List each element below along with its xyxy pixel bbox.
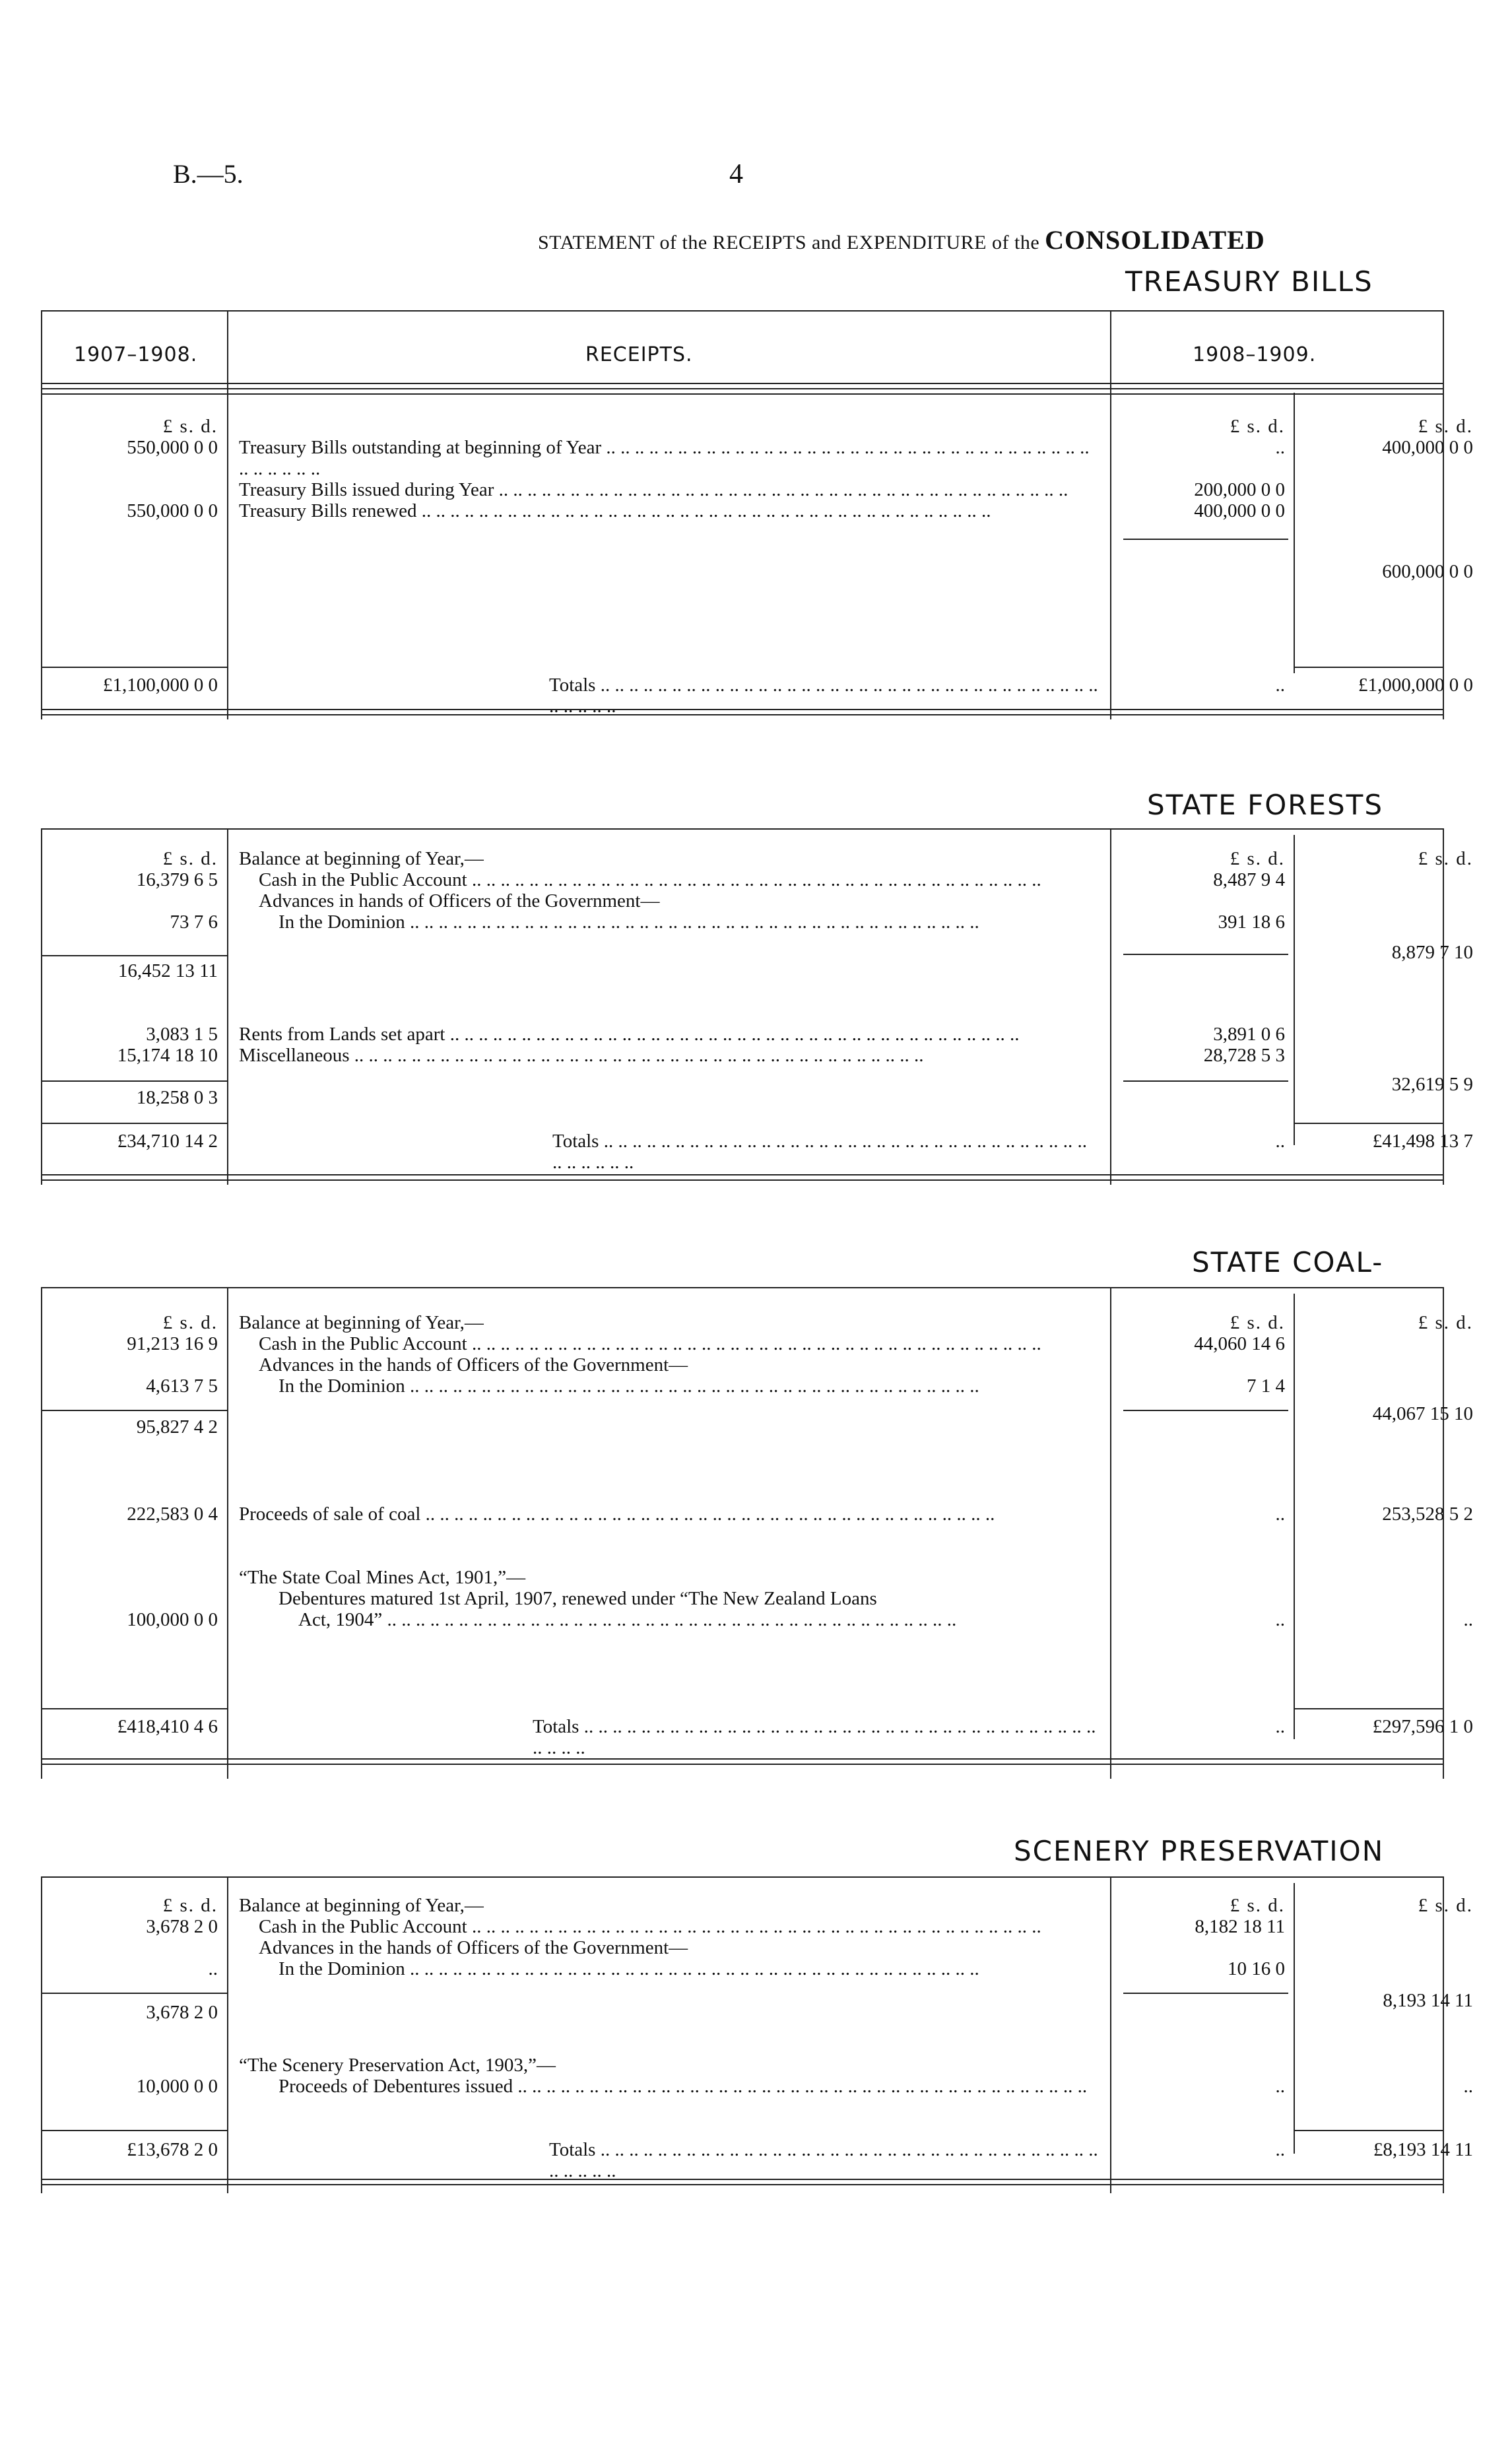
- table-row: 10,000 0 0 Proceeds of Debentures issued .. .. .. .. .. .. .. .. .. .. .. .. .. .. .. .. .. .. .. .. .. .. .. .. .. .. .. .. .. .. .. .. .. .. .. .. .. .. .. .. .. ..: [136, 2076, 1473, 2097]
- table-row: Treasury Bills issued during Year .. .. .. .. .. .. .. .. .. .. .. .. .. .. .. .. .. .. .. .. .. .. .. .. .. .. .. .. .. .. .. .. .. .. .. .. .. .. .. .. 200,000 0 0: [239, 479, 1285, 500]
- col-header-receipts: RECEIPTS.: [585, 343, 693, 366]
- table-row: Advances in hands of Officers of the Government—: [259, 890, 660, 911]
- table-row: £ s. d. Balance at beginning of Year,— £ s. d. £ s. d.: [162, 848, 1473, 869]
- table-row: 3,678 2 0 Cash in the Public Account .. .. .. .. .. .. .. .. .. .. .. .. .. .. .. .. .. .. .. .. .. .. .. .. .. .. .. .. .. .. .. .. .. .. .. .. .. .. .. .. 8,182 18 11: [146, 1916, 1285, 1937]
- section-title-state-coal: STATE COAL-: [1192, 1246, 1384, 1278]
- table-row: 16,452 13 11: [117, 960, 218, 981]
- table-row: £ s. d. Balance at beginning of Year,— £ s. d. £ s. d.: [162, 1895, 1473, 1916]
- statement-title: [538, 224, 1265, 255]
- table-row: “The Scenery Preservation Act, 1903,”—: [239, 2055, 556, 2076]
- statement-prefix: STATEMENT of the RECEIPTS and EXPENDITURE of the: [538, 232, 1040, 253]
- col-header-1907: 1907–1908.: [74, 343, 198, 366]
- section-title-scenery-preservation: SCENERY PRESERVATION: [1014, 1835, 1385, 1867]
- col-header-1908: 1908–1909.: [1193, 343, 1317, 366]
- totals-row: £418,410 4 6 Totals .. .. .. .. .. .. .. .. .. .. .. .. .. .. .. .. .. .. .. .. .. .. .. .. .. .. .. .. .. .. .. .. .. .. .. .. .. .. .. .. .. £297,596 1 0: [117, 1716, 1473, 1758]
- totals-row: £1,100,000 0 0 Totals .. .. .. .. .. .. .. .. .. .. .. .. .. .. .. .. .. .. .. .. .. .. .. .. .. .. .. .. .. .. .. .. .. .. .. .. .. .. .. .. .. £1,000,000 0 0: [103, 675, 1473, 717]
- unit-col-c: £ s. d.: [1230, 416, 1285, 437]
- table-row: 3,083 1 5 Rents from Lands set apart .. .. .. .. .. .. .. .. .. .. .. .. .. .. .. .. .. .. .. .. .. .. .. .. .. .. .. .. .. .. .. .. .. .. .. .. .. .. .. .. 3,891 0 6: [146, 1024, 1285, 1045]
- table-row: 3,678 2 0: [146, 2002, 218, 2023]
- table-row: .. In the Dominion .. .. .. .. .. .. .. .. .. .. .. .. .. .. .. .. .. .. .. .. .. .. .. .. .. .. .. .. .. .. .. .. .. .. .. .. .. .. .. .. 10 16 0: [208, 1958, 1285, 1979]
- statement-bold: CONSOLIDATED: [1045, 225, 1265, 255]
- table-row: £ s. d. Balance at beginning of Year,— £ s. d. £ s. d.: [162, 1312, 1473, 1333]
- table-row: 600,000 0 0: [1382, 561, 1473, 582]
- page-reference: B.—5.: [173, 159, 244, 189]
- table-row: 91,213 16 9 Cash in the Public Account .. .. .. .. .. .. .. .. .. .. .. .. .. .. .. .. .. .. .. .. .. .. .. .. .. .. .. .. .. .. .. .. .. .. .. .. .. .. .. .. 44,060 14 6: [127, 1333, 1285, 1354]
- state-forests-table: £ s. d. Balance at beginning of Year,— £ s. d. £ s. d. 16,379 6 5 Cash in the Public Account .. .. .. .. .. .. .. .. .. .. .. .. .. .. .. .. .. .. .. .. .. .. .. .. .. .. .. .. .. .. .. .. .. .. .. .. .. .. .. .. 8,487 9 4 Advances in hands of Officers of the Government— 73 7 6 In the Dominion .. .. .. .. .. .. .. .. .. .. .. .. .. .. .. .. .. .. .. .. .. .. .. .. .. .. .. .. .. .. .. .. .. .. .. .. .. .. .. .. 391 18 6 8,879 7 10 16,452 13 11 3,083 1 5 Rents from Lands set apart .. .. .. .. .. .. .. .. .. .. .. .. .. .. .. .. .. .. .. .. .. .. .. .. .. .. .. .. .. .. .. .. .. .. .. .. .. .. .. .. 3,891 0 6 15,174 18 10 Miscellaneous .. .. .. .. .. .. .. .. .. .. .. .. .. .. .. .. .. .. .. .. .. .. .. .. .. .. .. .. .. .. .. .. .. .. .. .. .. .. .. .. 28,728 5 3 32,619 5 9 18,258 0 3 £34,710 14 2 Totals .. .. .. .. .. .. .. .. .. .. .. .. .. .. .. .. .. .. .. .. .. .. .. .. .. .. .. .. .. .. .. .. .. .. .. .. .. .. .. .. .. £41,498 13 7: [41, 828, 1444, 1185]
- table-row: 4,613 7 5 In the Dominion .. .. .. .. .. .. .. .. .. .. .. .. .. .. .. .. .. .. .. .. .. .. .. .. .. .. .. .. .. .. .. .. .. .. .. .. .. .. .. .. 7 1 4: [146, 1375, 1285, 1397]
- table-row: 550,000 0 0 Treasury Bills renewed .. .. .. .. .. .. .. .. .. .. .. .. .. .. .. .. .. .. .. .. .. .. .. .. .. .. .. .. .. .. .. .. .. .. .. .. .. .. .. .. 400,000 0 0: [127, 500, 1285, 521]
- table-row: 73 7 6 In the Dominion .. .. .. .. .. .. .. .. .. .. .. .. .. .. .. .. .. .. .. .. .. .. .. .. .. .. .. .. .. .. .. .. .. .. .. .. .. .. .. .. 391 18 6: [170, 911, 1285, 933]
- table-row: 18,258 0 3: [136, 1087, 218, 1108]
- treasury-bills-table: [41, 310, 1473, 719]
- table-row: 100,000 0 0 Act, 1904” .. .. .. .. .. .. .. .. .. .. .. .. .. .. .. .. .. .. .. .. .. .. .. .. .. .. .. .. .. .. .. .. .. .. .. .. .. .. .. .. .. ..: [127, 1609, 1473, 1630]
- table-row: Advances in the hands of Officers of the Government—: [259, 1354, 688, 1375]
- table-row: 95,827 4 2: [136, 1416, 218, 1438]
- table-row: 222,583 0 4 Proceeds of sale of coal .. .. .. .. .. .. .. .. .. .. .. .. .. .. .. .. .. .. .. .. .. .. .. .. .. .. .. .. .. .. .. .. .. .. .. .. .. .. .. .. .. 253,528 5 2: [127, 1504, 1473, 1525]
- table-row: 550,000 0 0 Treasury Bills outstanding at beginning of Year .. .. .. .. .. .. .. .. .. .. .. .. .. .. .. .. .. .. .. .. .. .. .. .. .. .. .. .. .. .. .. .. .. .. .. .. .. .. .. .. .. 400,000 0 0: [127, 437, 1473, 479]
- unit-col-d: £ s. d.: [1418, 416, 1473, 437]
- page-number: 4: [729, 159, 743, 189]
- table-row: 16,379 6 5 Cash in the Public Account .. .. .. .. .. .. .. .. .. .. .. .. .. .. .. .. .. .. .. .. .. .. .. .. .. .. .. .. .. .. .. .. .. .. .. .. .. .. .. .. 8,487 9 4: [136, 869, 1285, 890]
- section-title-treasury-bills: TREASURY BILLS: [1125, 265, 1373, 298]
- totals-row: £13,678 2 0 Totals .. .. .. .. .. .. .. .. .. .. .. .. .. .. .. .. .. .. .. .. .. .. .. .. .. .. .. .. .. .. .. .. .. .. .. .. .. .. .. .. .. £8,193 14 11: [127, 2139, 1473, 2181]
- scenery-preservation-table: £ s. d. Balance at beginning of Year,— £ s. d. £ s. d. 3,678 2 0 Cash in the Public Account .. .. .. .. .. .. .. .. .. .. .. .. .. .. .. .. .. .. .. .. .. .. .. .. .. .. .. .. .. .. .. .. .. .. .. .. .. .. .. .. 8,182 18 11 Advances in the hands of Officers of the Government— .. In the Dominion .. .. .. .. .. .. .. .. .. .. .. .. .. .. .. .. .. .. .. .. .. .. .. .. .. .. .. .. .. .. .. .. .. .. .. .. .. .. .. .. 10 16 0 8,193 14 11 3,678 2 0 “The Scenery Preservation Act, 1903,”— 10,000 0 0 Proceeds of Debentures issued .. .. .. .. .. .. .. .. .. .. .. .. .. .. .. .. .. .. .. .. .. .. .. .. .. .. .. .. .. .. .. .. .. .. .. .. .. .. .. .. .. .. £13,678 2 0 Totals .. .. .. .. .. .. .. .. .. .. .. .. .. .. .. .. .. .. .. .. .. .. .. .. .. .. .. .. .. .. .. .. .. .. .. .. .. .. .. .. .. £8,193 14 11: [41, 1876, 1444, 2193]
- state-coal-table: £ s. d. Balance at beginning of Year,— £ s. d. £ s. d. 91,213 16 9 Cash in the Public Account .. .. .. .. .. .. .. .. .. .. .. .. .. .. .. .. .. .. .. .. .. .. .. .. .. .. .. .. .. .. .. .. .. .. .. .. .. .. .. .. 44,060 14 6 Advances in the hands of Officers of the Government— 4,613 7 5 In the Dominion .. .. .. .. .. .. .. .. .. .. .. .. .. .. .. .. .. .. .. .. .. .. .. .. .. .. .. .. .. .. .. .. .. .. .. .. .. .. .. .. 7 1 4 44,067 15 10 95,827 4 2 222,583 0 4 Proceeds of sale of coal .. .. .. .. .. .. .. .. .. .. .. .. .. .. .. .. .. .. .. .. .. .. .. .. .. .. .. .. .. .. .. .. .. .. .. .. .. .. .. .. .. 253,528 5 2 “The State Coal Mines Act, 1901,”— Debentures matured 1st April, 1907, renewed under “The New Zealand Loans 100,000 0 0 Act, 1904” .. .. .. .. .. .. .. .. .. .. .. .. .. .. .. .. .. .. .. .. .. .. .. .. .. .. .. .. .. .. .. .. .. .. .. .. .. .. .. .. .. .. £418,410 4 6 Totals .. .. .. .. .. .. .. .. .. .. .. .. .. .. .. .. .. .. .. .. .. .. .. .. .. .. .. .. .. .. .. .. .. .. .. .. .. .. .. .. .. £297,596 1 0: [41, 1287, 1444, 1779]
- table-row: Advances in the hands of Officers of the Government—: [259, 1937, 688, 1958]
- table-row: Debentures matured 1st April, 1907, renewed under “The New Zealand Loans: [279, 1588, 877, 1609]
- table-row: “The State Coal Mines Act, 1901,”—: [239, 1567, 526, 1588]
- unit-col-a: £ s. d.: [162, 416, 218, 437]
- table-row: 15,174 18 10 Miscellaneous .. .. .. .. .. .. .. .. .. .. .. .. .. .. .. .. .. .. .. .. .. .. .. .. .. .. .. .. .. .. .. .. .. .. .. .. .. .. .. .. 28,728 5 3: [117, 1045, 1285, 1066]
- totals-row: £34,710 14 2 Totals .. .. .. .. .. .. .. .. .. .. .. .. .. .. .. .. .. .. .. .. .. .. .. .. .. .. .. .. .. .. .. .. .. .. .. .. .. .. .. .. .. £41,498 13 7: [117, 1131, 1473, 1173]
- section-title-state-forests: STATE FORESTS: [1147, 789, 1383, 821]
